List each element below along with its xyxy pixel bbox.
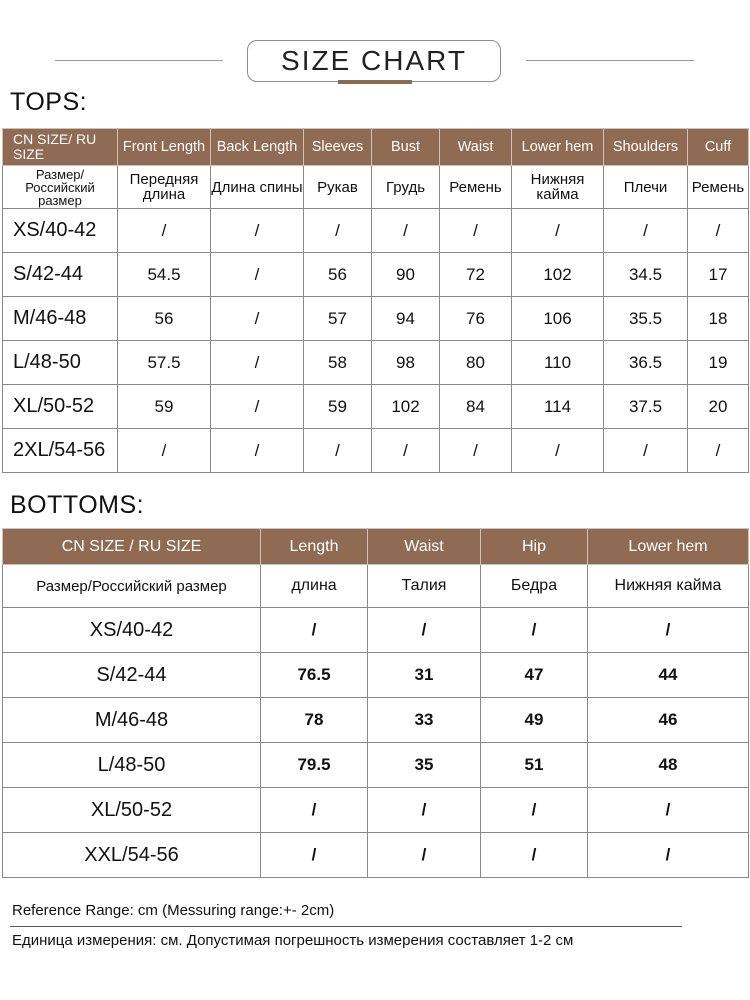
tops-russian-header-row-cell: Нижняя кайма (512, 166, 604, 209)
tops-table-row-cell: / (440, 429, 512, 473)
tops-table-row-cell: / (118, 429, 211, 473)
bottoms-table-row-cell: / (368, 608, 481, 653)
bottoms-table-row-cell: / (261, 788, 368, 833)
tops-table-row-cell: 114 (512, 385, 604, 429)
bottoms-table-row-cell: / (368, 788, 481, 833)
tops-table-row-cell: 17 (688, 253, 749, 297)
bottoms-table-row-cell: S/42-44 (3, 653, 261, 698)
tops-header-row-cell: Bust (372, 129, 440, 166)
tops-table-row-cell: / (211, 341, 304, 385)
bottoms-table-row-cell: / (588, 833, 749, 878)
tops-table-row-cell: XL/50-52 (3, 385, 118, 429)
tops-table-row-cell: / (688, 209, 749, 253)
tops-header-row-cell: Back Length (211, 129, 304, 166)
tops-table-row-cell: 35.5 (604, 297, 688, 341)
bottoms-table-row (3, 653, 749, 698)
tops-table-row-cell: / (211, 385, 304, 429)
tops-table-row (3, 209, 749, 253)
tops-table-row (3, 385, 749, 429)
bottoms-size-table (2, 528, 749, 878)
tops-table-row-cell: / (211, 297, 304, 341)
tops-table-row-cell: 18 (688, 297, 749, 341)
tops-table-row-cell: / (688, 429, 749, 473)
bottoms-table-row-cell: 49 (481, 698, 588, 743)
tops-table-row-cell: / (211, 209, 304, 253)
title-accent-bar (338, 80, 412, 84)
bottoms-russian-header-row (3, 565, 749, 608)
tops-table-row-cell: 98 (372, 341, 440, 385)
tops-table-row-cell: / (604, 209, 688, 253)
bottoms-russian-header-row-cell: длина (261, 565, 368, 608)
bottoms-table-row-cell: XXL/54-56 (3, 833, 261, 878)
bottoms-header-row-cell: Hip (481, 529, 588, 565)
bottoms-table-row-cell: XS/40-42 (3, 608, 261, 653)
tops-table-row-cell: M/46-48 (3, 297, 118, 341)
bottoms-table-row-cell: / (588, 608, 749, 653)
tops-table-row-cell: 58 (304, 341, 372, 385)
bottoms-table-row-cell: 46 (588, 698, 749, 743)
tops-header-row-cell: Waist (440, 129, 512, 166)
tops-table-row-cell: 19 (688, 341, 749, 385)
tops-table-row-cell: 80 (440, 341, 512, 385)
tops-header-row-cell: Front Length (118, 129, 211, 166)
tops-table-row-cell: 57.5 (118, 341, 211, 385)
bottoms-table-row-cell: 44 (588, 653, 749, 698)
bottoms-table-row-cell: / (481, 788, 588, 833)
tops-table-row-cell: 59 (304, 385, 372, 429)
tops-table-row-cell: S/42-44 (3, 253, 118, 297)
tops-table-row-cell: / (211, 253, 304, 297)
bottoms-heading: BOTTOMS: (10, 491, 145, 519)
bottoms-table-row-cell: / (261, 608, 368, 653)
tops-table-row-cell: / (304, 209, 372, 253)
bottoms-russian-header-row-cell: Бедра (481, 565, 588, 608)
bottoms-table-row-cell: / (588, 788, 749, 833)
bottoms-table-row-cell: 48 (588, 743, 749, 788)
bottoms-header-row (3, 529, 749, 565)
tops-russian-header-row-cell: Плечи (604, 166, 688, 209)
tops-russian-header-row-cell: Размер/ Российский размер (3, 166, 118, 209)
tops-table-row-cell: / (604, 429, 688, 473)
bottoms-table-row-cell: 33 (368, 698, 481, 743)
title-divider-left (55, 60, 223, 61)
tops-russian-header-row-cell: Ремень (440, 166, 512, 209)
bottoms-table-row-cell: XL/50-52 (3, 788, 261, 833)
tops-table-row-cell: L/48-50 (3, 341, 118, 385)
tops-header-row-cell: CN SIZE/ RU SIZE (3, 129, 118, 166)
tops-table-row-cell: / (118, 209, 211, 253)
tops-russian-header-row (3, 166, 749, 209)
tops-table-row-cell: 72 (440, 253, 512, 297)
tops-table-row-cell: 54.5 (118, 253, 211, 297)
bottoms-russian-header-row-cell: Размер/Российский размер (3, 565, 261, 608)
tops-header-row-cell: Shoulders (604, 129, 688, 166)
bottoms-table-row-cell: 51 (481, 743, 588, 788)
tops-size-table (2, 128, 749, 473)
title-divider-right (526, 60, 694, 61)
tops-table-row-cell: 59 (118, 385, 211, 429)
bottoms-table-row (3, 608, 749, 653)
bottoms-table-row-cell: 47 (481, 653, 588, 698)
tops-table-row-cell: 110 (512, 341, 604, 385)
size-chart-title-banner (0, 38, 750, 88)
bottoms-header-row-cell: Waist (368, 529, 481, 565)
bottoms-table-row-cell: 31 (368, 653, 481, 698)
bottoms-table-row-cell: / (261, 833, 368, 878)
tops-table-row-cell: 20 (688, 385, 749, 429)
note-divider (10, 926, 682, 927)
tops-russian-header-row-cell: Грудь (372, 166, 440, 209)
tops-table-row (3, 429, 749, 473)
bottoms-table-row-cell: 76.5 (261, 653, 368, 698)
tops-table-row-cell: 2XL/54-56 (3, 429, 118, 473)
tops-table-row-cell: / (372, 429, 440, 473)
tops-table-row-cell: 36.5 (604, 341, 688, 385)
tops-header-row-cell: Cuff (688, 129, 749, 166)
measurement-note-ru: Единица измерения: см. Допустимая погрешность измерения составляет 1-2 см (12, 932, 574, 949)
bottoms-table-row (3, 743, 749, 788)
tops-table-row-cell: / (512, 429, 604, 473)
bottoms-table-row (3, 698, 749, 743)
tops-table-row-cell: 37.5 (604, 385, 688, 429)
tops-table-row-cell: 102 (372, 385, 440, 429)
tops-table-row-cell: 84 (440, 385, 512, 429)
bottoms-table-row-cell: M/46-48 (3, 698, 261, 743)
tops-table-row-cell: / (440, 209, 512, 253)
tops-heading: TOPS: (10, 88, 88, 116)
tops-header-row (3, 129, 749, 166)
bottoms-table-row-cell: / (368, 833, 481, 878)
bottoms-header-row-cell: Lower hem (588, 529, 749, 565)
tops-table-row-cell: 94 (372, 297, 440, 341)
bottoms-table-row-cell: / (481, 833, 588, 878)
bottoms-russian-header-row-cell: Нижняя кайма (588, 565, 749, 608)
bottoms-table-row-cell: 78 (261, 698, 368, 743)
tops-table-row (3, 297, 749, 341)
size-chart-title: SIZE CHART (247, 40, 501, 82)
tops-table-row-cell: 106 (512, 297, 604, 341)
bottoms-table-row-cell: 79.5 (261, 743, 368, 788)
tops-header-row-cell: Sleeves (304, 129, 372, 166)
bottoms-table-row (3, 788, 749, 833)
tops-russian-header-row-cell: Ремень (688, 166, 749, 209)
bottoms-header-row-cell: Length (261, 529, 368, 565)
bottoms-table-row-cell: / (481, 608, 588, 653)
tops-table-row-cell: / (372, 209, 440, 253)
bottoms-table-row-cell: 35 (368, 743, 481, 788)
tops-header-row-cell: Lower hem (512, 129, 604, 166)
bottoms-russian-header-row-cell: Талия (368, 565, 481, 608)
tops-table-row-cell: XS/40-42 (3, 209, 118, 253)
tops-table-row-cell: 56 (304, 253, 372, 297)
tops-table-row-cell: / (304, 429, 372, 473)
tops-table-row (3, 341, 749, 385)
tops-table-row-cell: / (211, 429, 304, 473)
tops-table-row-cell: 34.5 (604, 253, 688, 297)
tops-table-row-cell: 90 (372, 253, 440, 297)
tops-table-row-cell: 76 (440, 297, 512, 341)
tops-table-row-cell: / (512, 209, 604, 253)
tops-table-row-cell: 102 (512, 253, 604, 297)
tops-russian-header-row-cell: Передняя длина (118, 166, 211, 209)
tops-table-row (3, 253, 749, 297)
tops-table-row-cell: 56 (118, 297, 211, 341)
reference-range-note: Reference Range: cm (Messuring range:+- 2cm) (12, 902, 335, 919)
tops-russian-header-row-cell: Рукав (304, 166, 372, 209)
bottoms-table-row-cell: L/48-50 (3, 743, 261, 788)
tops-table-row-cell: 57 (304, 297, 372, 341)
bottoms-header-row-cell: CN SIZE / RU SIZE (3, 529, 261, 565)
tops-russian-header-row-cell: Длина спины (211, 166, 304, 209)
bottoms-table-row (3, 833, 749, 878)
